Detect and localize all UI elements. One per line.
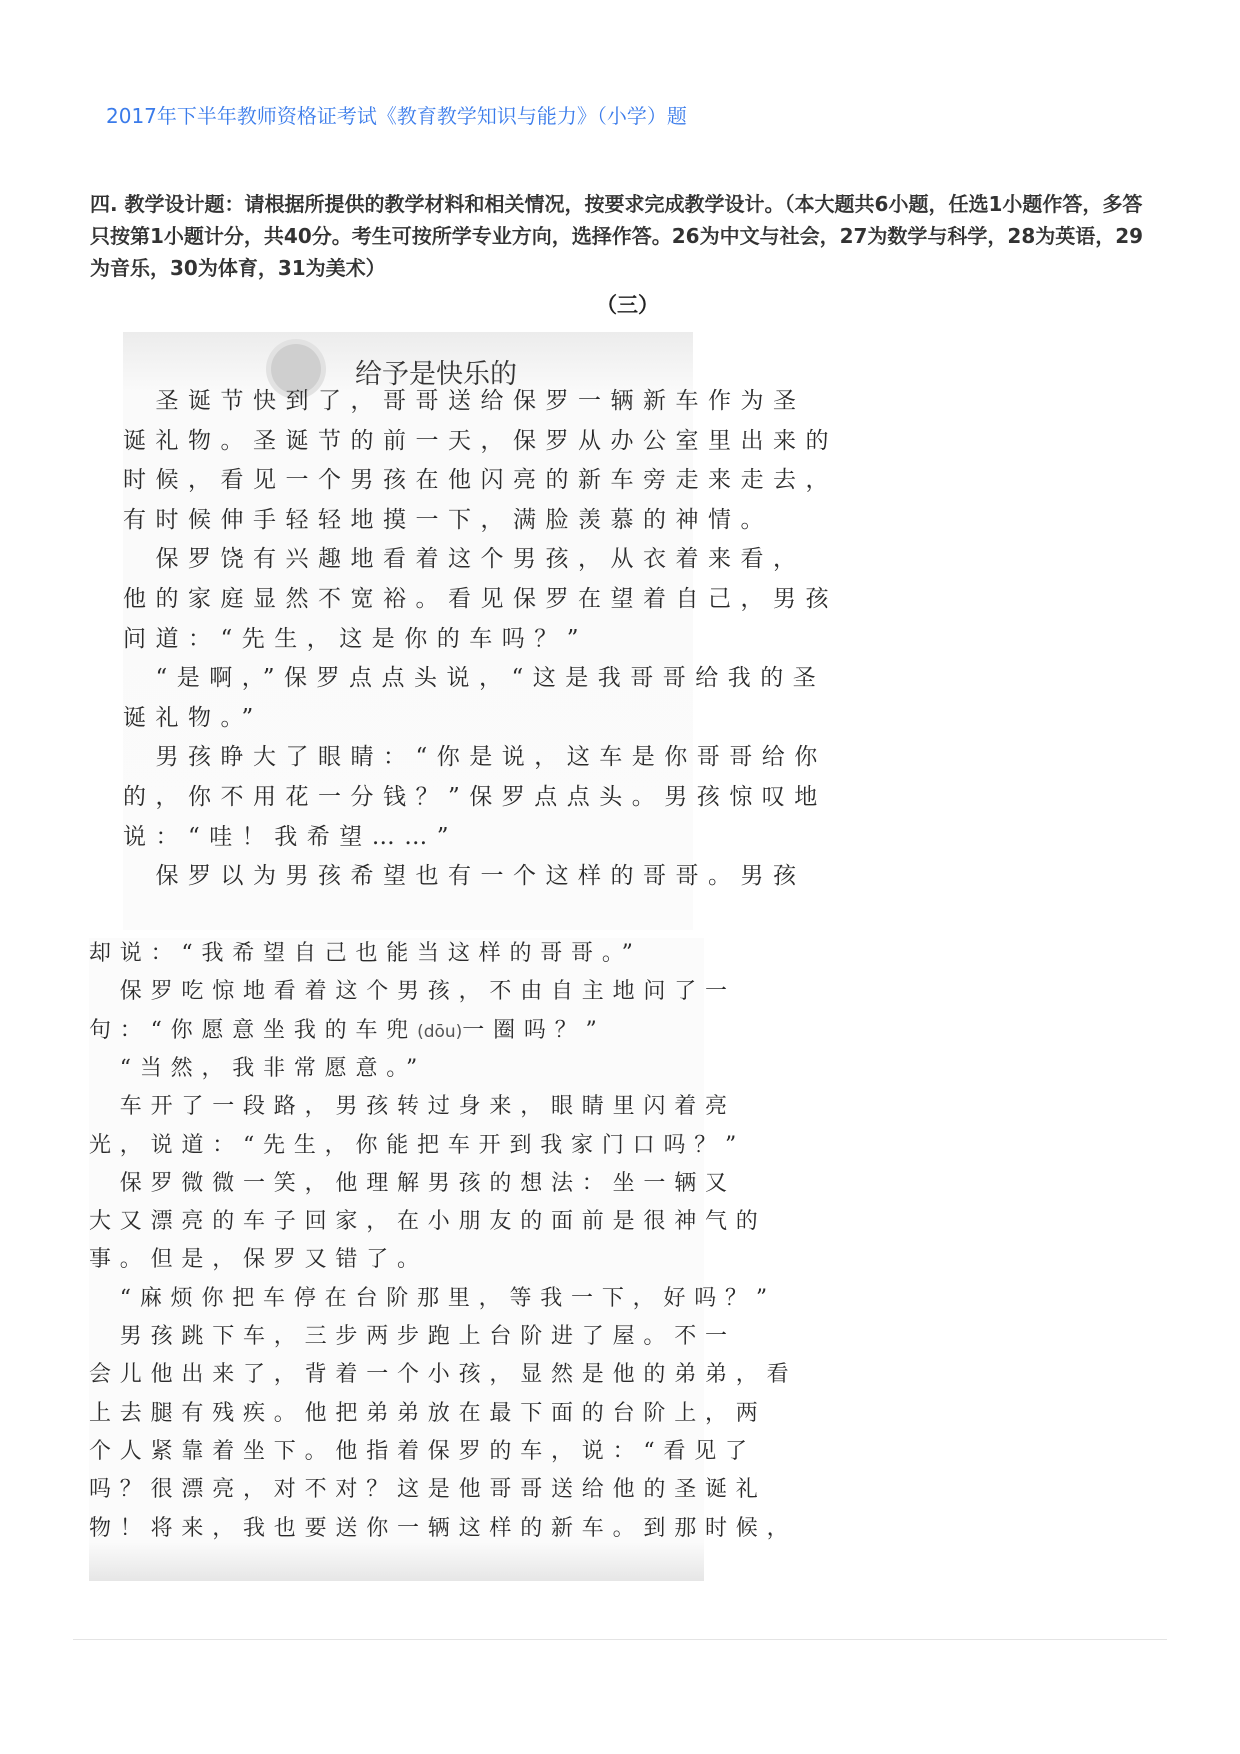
story-line: 会儿他出来了，背着一个小孩，显然是他的弟弟，看: [89, 1362, 798, 1388]
story-line: 事。但是，保罗又错了。: [89, 1247, 428, 1273]
story-line: “当然，我非常愿意。”: [89, 1055, 427, 1081]
story-line: 光，说道：“先生，你能把车开到我家门口吗？”: [89, 1132, 746, 1158]
story-title: 给予是快乐的: [355, 359, 517, 390]
story-line: 时候，看见一个男孩在他闪亮的新车旁走来走去，: [123, 467, 838, 494]
question-instruction: 四. 教学设计题：请根据所提供的教学材料和相关情况，按要求完成教学设计。（本大题共6小题，任选1小题作答，多答只按第1小题计分，共40分。考生可按所学专业方向，选择作答。26为中文与社会，27为数学与科学，28为英语，29为音乐，30为体育，31为美术）: [90, 192, 1144, 280]
story-line: 保罗微微一笑，他理解男孩的想法：坐一辆又: [89, 1170, 736, 1196]
footer-divider: [73, 1639, 1167, 1640]
section-label: （三）: [596, 293, 659, 317]
story-line: 保罗以为男孩希望也有一个这样的哥哥。男孩: [123, 863, 806, 890]
story-line: 吗？很漂亮，对不对？这是他哥哥送给他的圣诞礼: [89, 1477, 767, 1503]
story-line: 圣诞节快到了，哥哥送给保罗一辆新车作为圣: [123, 388, 806, 414]
story-line: 男孩睁大了眼睛：“你是说，这车是你哥哥给你: [123, 744, 827, 771]
story-line: 保罗吃惊地看着这个男孩，不由自主地问了一: [89, 979, 736, 1005]
story-line: 诞礼物。”: [123, 704, 263, 731]
story-line: 他的家庭显然不宽裕。看见保罗在望着自己，男孩: [123, 586, 838, 612]
textbook-scan-page-1: [123, 332, 838, 930]
story-line: “是啊，”保罗点点头说，“这是我哥哥给我的圣: [123, 665, 826, 692]
story-line: 诞礼物。圣诞节的前一天，保罗从办公室里出来的: [123, 427, 838, 454]
story-line: 说：“哇！我希望……”: [123, 823, 459, 850]
story-line: 个人紧靠着坐下。他指着保罗的车，说：“看见了: [89, 1438, 756, 1464]
story-line: 男孩跳下车，三步两步跑上台阶进了屋。不一: [89, 1324, 736, 1349]
story-line: 的，你不用花一分钱？”保罗点点头。男孩惊叹地: [123, 784, 827, 810]
pinyin-annotation: (dōu): [417, 1021, 463, 1042]
story-line: 车开了一段路，男孩转过身来，眼睛里闪着亮: [89, 1094, 736, 1120]
story-line: 大又漂亮的车子回家，在小朋友的面前是很神气的: [89, 1209, 767, 1235]
story-line: 有时候伸手轻轻地摸一下，满脸羡慕的神情。: [123, 506, 773, 533]
textbook-scan-page-2: [89, 938, 798, 1581]
story-line: 却说：“我希望自己也能当这样的哥哥。”: [89, 941, 642, 966]
story-line-rest: 一圈吗？”: [462, 1017, 606, 1043]
story-line: 上去腿有残疾。他把弟弟放在最下面的台阶上，两: [89, 1400, 767, 1426]
story-line: 保罗饶有兴趣地看着这个男孩，从衣着来看，: [123, 546, 806, 573]
story-line: “麻烦你把车停在台阶那里，等我一下，好吗？”: [89, 1285, 776, 1311]
document-title: 2017年下半年教师资格证考试《教育教学知识与能力》（小学）题: [106, 104, 687, 128]
story-line: 句：“你愿意坐我的车兜(dōu)一圈吗？”: [89, 1017, 606, 1043]
story-line: 物！将来，我也要送你一辆这样的新车。到那时候，: [89, 1515, 798, 1541]
story-line: 问道：“先生，这是你的车吗？”: [123, 625, 589, 652]
